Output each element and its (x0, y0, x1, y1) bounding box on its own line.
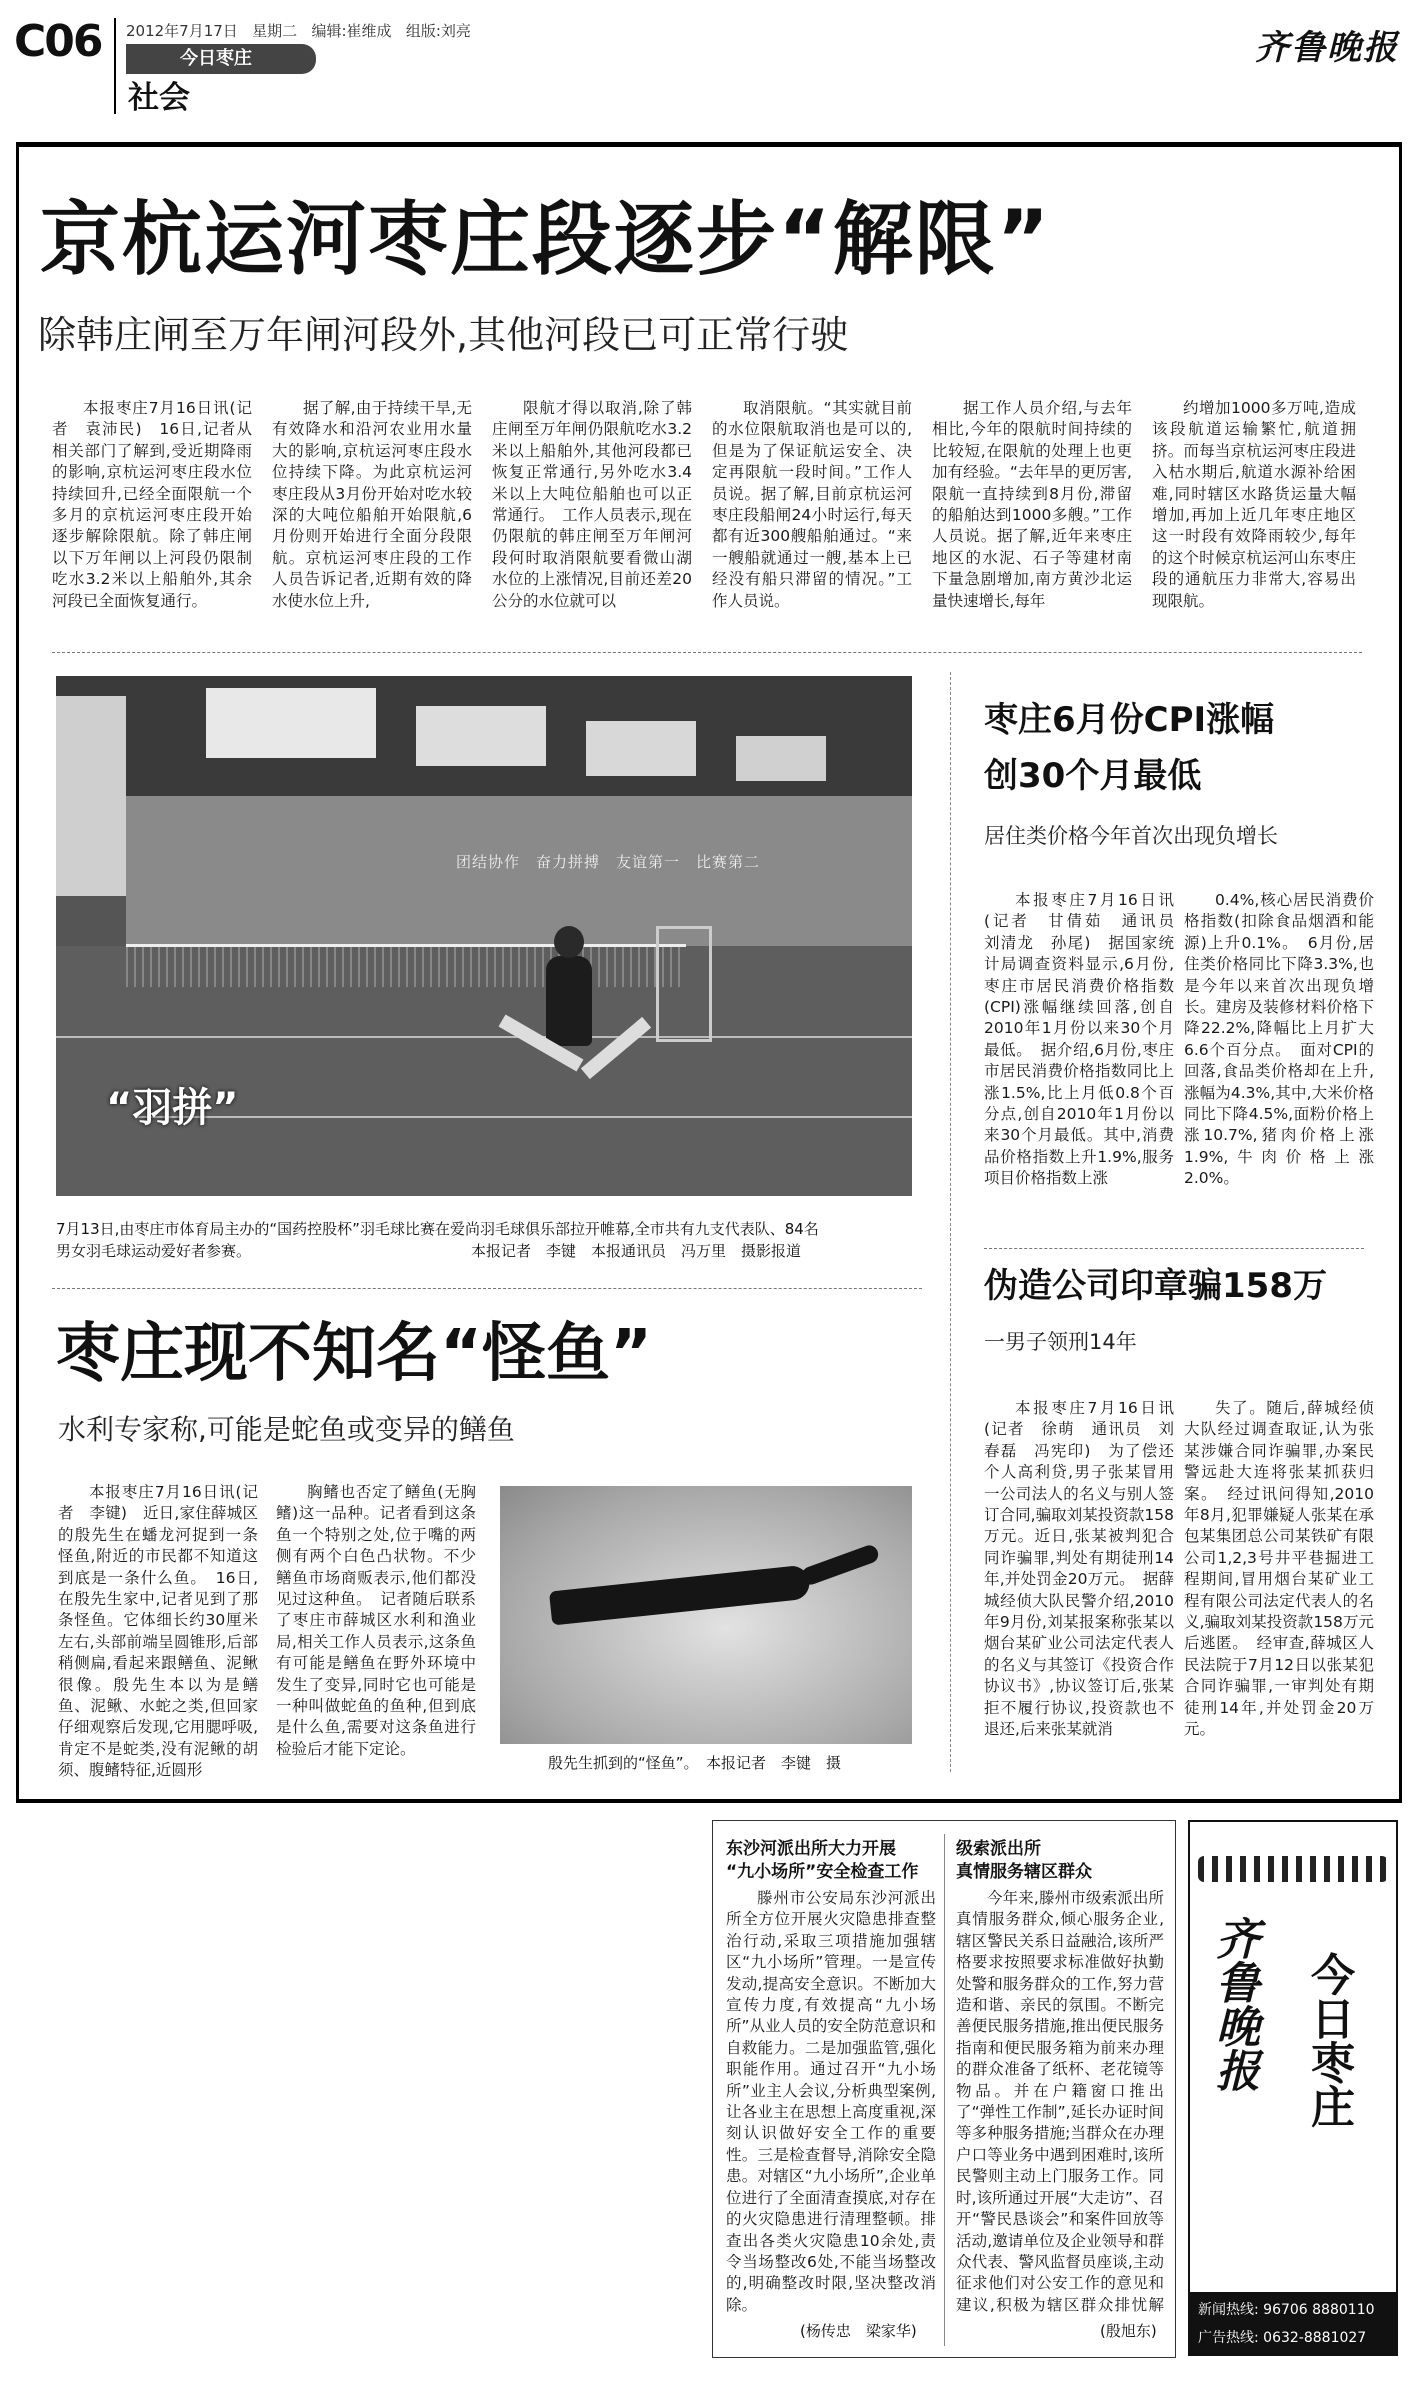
fish-headline: 枣庄现不知名“怪鱼” (56, 1317, 653, 1391)
frame-left (16, 142, 19, 1802)
badminton-caption: 7月13日,由枣庄市体育局主办的“国药控股杯”羽毛球比赛在爱尚羽毛球俱乐部拉开帷幕,全市共有九支代表队、84名 男女羽毛球运动爱好者参赛。 本报记者 李键 本报通讯员 冯万里 摄影报道 (56, 1220, 819, 1260)
issue-weekday: 星期二 (252, 22, 298, 40)
seal-subheadline: 一男子领刑14年 (984, 1330, 1137, 1354)
banner: 团结协作 奋力拼搏 友谊第一 比赛第二 (456, 853, 761, 871)
issue-date: 2012年7月17日 (126, 22, 238, 40)
cpi-headline: 枣庄6月份CPI涨幅 创30个月最低 (984, 700, 1275, 796)
header-divider (114, 18, 116, 114)
seal-headline: 伪造公司印章骗158万 (984, 1266, 1327, 1306)
lead-column-4: 取消限航。“其实就目前的水位限航取消也是可以的,但是为了保证航运安全、决定再限航一段时间。”工作人员说。据了解,目前京杭运河枣庄段船闸24小时运行,每天都有近300艘船舶通过。“来一艘船就通过一艘,基本上已经没有船只滞留的情况。”工作人员说。 (712, 399, 912, 610)
box-left-author: (杨传忠 梁家华) (800, 2322, 917, 2340)
masthead-logo: 齐鲁晚报 (1255, 28, 1399, 68)
ad-logo: 齐鲁晚报 (1208, 1916, 1259, 2092)
ad-edition: 今日枣庄 (1303, 1952, 1354, 2128)
seal-column-2: 失了。随后,薛城经侦大队经过调查取证,认为张某涉嫌合同诈骗罪,办案民警远赴大连将张某抓获归案。 经过讯问得知,2010年8月,犯罪嫌疑人张某在承包某集团总公司某铁矿有限公司1,2,3号井平巷掘进工程期间,冒用烟台某矿业工程有限公司法定代表人的名义,骗取刘某投资款158万元后逃匿。 经审查,薛城区人民法院于7月12日以张某犯合同诈骗罪,一审判处有期徒刑14年,并处罚金20万元。 (1184, 1399, 1374, 1739)
lead-column-1: 本报枣庄7月16日讯(记者 袁沛民) 16日,记者从相关部门了解到,受近期降雨的影响,京杭运河枣庄段水位持续回升,已经全面限航一个多月的京杭运河枣庄段开始逐步解除限航。除了韩庄闸以下万年闸以上河段仍限制吃水3.2米以上船舶外,其余河段已全面恢复通行。 (52, 399, 252, 610)
seal-column-1: 本报枣庄7月16日讯(记者 徐萌 通讯员 刘春磊 冯宪印) 为了偿还个人高利贷,男子张某冒用一公司法人的名义与别人签订合同,骗取刘某投资款158万元。近日,张某被判犯合同诈骗罪,判处有期徒刑14年,并处罚金20万元。 据薛城经侦大队民警介绍,2010年9月份,刘某报案称张某以烟台某矿业公司法定代表人的名义与其签订《投资合作协议书》,协议签订后,张某拒不履行协议,投资款也不退还,后来张某就消 (984, 1399, 1174, 1739)
layout-credit: 组版:刘亮 (405, 22, 471, 40)
box-right-body: 今年来,滕州市级索派出所真情服务群众,倾心服务企业,辖区警民关系日益融洽,该所严格要求按照要求标准做好执勤处警和服务群众的工作,努力营造和谐、亲民的氛围。不断完善便民服务措施,推出便民服务指南和便民服务箱为前来办理的群众准备了纸杯、老花镜等物品。并在户籍窗口推出了“弹性工作制”,延长办证时间等多种服务措施;当群众在办理户口等业务中遇到困难时,该所民警则主动上门服务工作。同时,该所通过开展“大走访”、召开“警民恳谈会”和案件回放等活动,邀请单位及企业领导和群众代表、警风监督员座谈,主动征求他们对公安工作的意见和建议,积极为辖区群众排忧解 (956, 1889, 1164, 2312)
divider-lead (52, 652, 1362, 653)
fish-photo-caption: 殷先生抓到的“怪鱼”。 本报记者 李键 摄 (548, 1754, 842, 1772)
header-meta (126, 20, 471, 41)
box-left-body: 滕州市公安局东沙河派出所全方位开展火灾隐患排查整治行动,采取三项措施加强辖区“九小场所”管理。一是宣传发动,提高安全意识。不断加大宣传力度,有效提高“九小场所”从业人员的安全防范意识和自救能力。二是加强监管,强化职能作用。通过召开“九小场所”业主人会议,分析典型案例,让各业主在思想上高度重视,深刻认识做好安全工作的重要性。三是检查督导,消除安全隐患。对辖区“九小场所”,企业单位进行了全面清查摸底,对存在的火灾隐患进行清理整顿。排查出各类火灾隐患10余处,责令当场整改6处,不能当场整改的,明确整改时限,坚决整改消除。 (726, 1889, 936, 2312)
box-right-title: 级索派出所 真情服务辖区群众 (956, 1839, 1092, 1882)
frame-top (16, 142, 1402, 147)
cpi-subheadline: 居住类价格今年首次出现负增长 (984, 824, 1278, 848)
divider-photo (52, 1288, 922, 1289)
badminton-net (126, 944, 686, 987)
player (546, 956, 592, 1046)
news-hotline: 新闻热线: 96706 8880110 (1198, 2302, 1375, 2318)
ad-hotlines (1190, 2292, 1398, 2354)
lead-column-5: 据工作人员介绍,与去年相比,今年的限航时间持续的比较短,在限航的处理上也更加有经验。“去年旱的更厉害,限航一直持续到8月份,滞留的船舶达到1000多艘。”工作人员说。据了解,近年来枣庄地区的水泥、石子等建材南下量急剧增加,南方黄沙北运量快速增长,每年 (932, 399, 1132, 610)
page-number: C06 (14, 16, 102, 67)
editor-credit: 编辑:崔维成 (311, 22, 392, 40)
divider-cpi (984, 1248, 1364, 1249)
frame-right (1399, 142, 1402, 1802)
fish-subheadline: 水利专家称,可能是蛇鱼或变异的鳝鱼 (58, 1413, 515, 1446)
badminton-photo (56, 676, 912, 1196)
lead-column-6: 约增加1000多万吨,造成该段航道运输繁忙,航道拥挤。而每当京杭运河枣庄段进入枯水期后,航道水源补给困难,同时辖区水路货运量大幅增加,再加上近几年枣庄地区这一时段有效降雨较少,每年的这个时候京杭运河山东枣庄段的通航压力非常大,容易出现限航。 (1152, 399, 1356, 610)
section-name: 社会 (128, 80, 190, 116)
fish-column-1: 本报枣庄7月16日讯(记者 李键) 近日,家住薛城区的殷先生在蟠龙河捉到一条怪鱼,附近的市民都不知道这到底是一条什么鱼。 16日,在殷先生家中,记者见到了那条怪鱼。它体细长约30厘米左右,头部前端呈圆锥形,后部稍侧扁,看起来跟鳝鱼、泥鳅很像。殷先生本以为是鳝鱼、泥鳅、水蛇之类,但回家仔细观察后发现,它用腮呼吸,肯定不是蛇类,没有泥鳅的胡须、腹鳍特征,近圆形 (58, 1483, 258, 1780)
frame-bottom (16, 1799, 1402, 1803)
cpi-column-1: 本报枣庄7月16日讯(记者 甘倩茹 通讯员 刘清龙 孙尾) 据国家统计局调查资料显示,6月份,枣庄市居民消费价格指数(CPI)涨幅继续回落,创自2010年1月份以来30个月最低。 据介绍,6月份,枣庄市居民消费价格指数同比上涨1.5%,比上月低0.8个百分点,创自2010年1月份以来30个月最低。其中,消费品价格指数上升1.9%,服务项目价格指数上涨 (984, 891, 1174, 1188)
lead-column-2: 据了解,由于持续干旱,无有效降水和沿河农业用水量大的影响,京杭运河枣庄段水位持续下降。为此京杭运河枣庄段从3月份开始对吃水较深的大吨位船舶开始限航,6月份则开始进行全面分段限航。京杭运河枣庄段的工作人员告诉记者,近期有效的降水使水位上升, (272, 399, 472, 610)
fish-photo (500, 1486, 912, 1744)
lead-column-3: 限航才得以取消,除了韩庄闸至万年闸仍限航吃水3.2米以上船舶外,其他河段都已恢复正常通行,另外吃水3.4米以上大吨位船舶也可以正常通行。 工作人员表示,现在仍限航的韩庄闸至万年闸河段何时取消限航要看微山湖水位的上涨情况,目前还差20公分的水位就可以 (492, 399, 692, 610)
box-left-title: 东沙河派出所大力开展 “九小场所”安全检查工作 (726, 1839, 919, 1882)
section-tab: 今日枣庄 (126, 44, 316, 74)
ad-hotline: 广告热线: 0632-8881027 (1198, 2330, 1367, 2346)
cpi-column-2: 0.4%,核心居民消费价格指数(扣除食品烟酒和能源)上升0.1%。 6月份,居住类价格同比下降3.3%,也是今年以来首次出现负增长。建房及装修材料价格下降22.2%,降幅比上月扩大6.6个百分点。 面对CPI的回落,食品类价格却在上升,涨幅为4.3%,其中,大米价格同比下降4.5%,面粉价格上涨10.7%,猪肉价格上涨1.9%,牛肉价格上涨2.0%。 (1184, 891, 1374, 1188)
column-rule (950, 672, 952, 1772)
ad-box (1188, 1820, 1398, 2356)
lead-headline: 京杭运河枣庄段逐步“解限” (40, 193, 1052, 286)
lead-subheadline: 除韩庄闸至万年闸河段外,其他河段已可正常行驶 (38, 313, 849, 357)
box-right-author: (殷旭东) (1100, 2322, 1157, 2340)
photo-overlay-title: “羽拼” (106, 1085, 239, 1131)
ad-ornament (1198, 1856, 1388, 1882)
notice-divider (944, 1834, 945, 2346)
fish-column-2: 胸鳍也否定了鳝鱼(无胸鳍)这一品种。记者看到这条鱼一个特别之处,位于嘴的两侧有两个白色凸状物。不少鳝鱼市场商贩表示,他们都没见过这种鱼。 记者随后联系了枣庄市薛城区水利和渔业局,相关工作人员表示,这条鱼有可能是鳝鱼在野外环境中发生了变异,同时它也可能是一种叫做蛇鱼的鱼种,但到底是什么鱼,需要对这条鱼进行检验后才能下定论。 (276, 1483, 476, 1758)
